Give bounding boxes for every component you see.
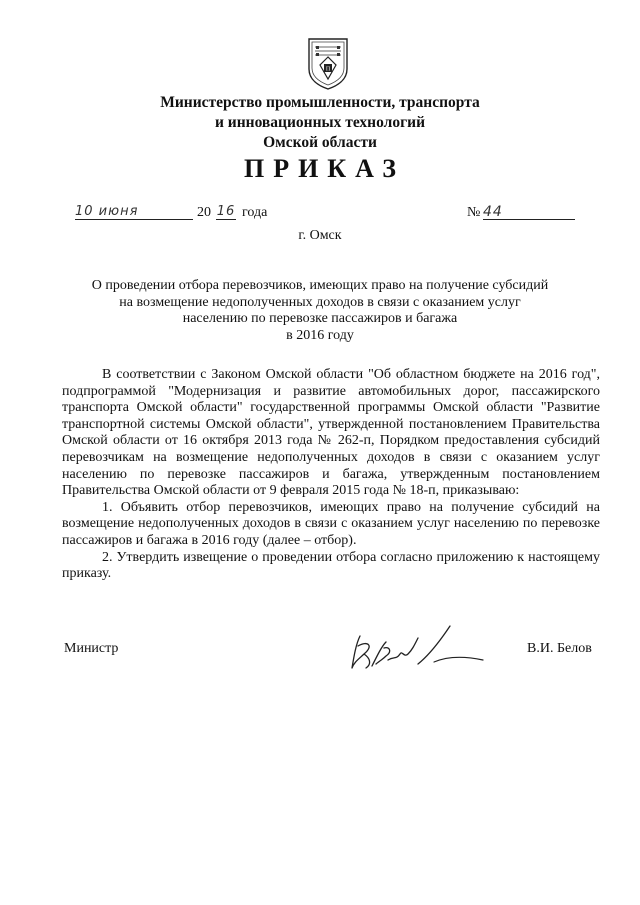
year-suffix-handwritten: 16 bbox=[216, 204, 236, 219]
order-subject bbox=[60, 278, 580, 344]
city-line: г. Омск bbox=[298, 228, 342, 243]
item-1-paragraph: 1. Объявить отбор перевозчиков, имеющих право на получение субсидий на возмещение недополученных доходов в связи с оказанием услуг населению по перевозке пассажиров и багажа в 2016 году (далее – отбор). bbox=[62, 499, 600, 548]
ministry-line-2: и инновационных технологий bbox=[214, 114, 426, 131]
ministry-line-3: Омской области bbox=[263, 134, 377, 151]
handwritten-signature bbox=[338, 616, 488, 676]
svg-text:П: П bbox=[325, 66, 331, 73]
order-number-handwritten: 44 bbox=[483, 205, 575, 220]
year-word: года bbox=[242, 205, 268, 220]
signatory-name: В.И. Белов bbox=[527, 641, 592, 656]
document-type-title: ПРИКАЗ bbox=[243, 154, 406, 183]
ministry-name bbox=[0, 93, 640, 153]
subject-line: населению по перевозке пассажиров и багажа bbox=[182, 311, 458, 326]
preamble-paragraph: В соответствии с Законом Омской области "Об областном бюджете на 2016 год", подпрограммой "Модернизация и развитие автомобильных дорог, пассажирского транспорта Омской области" государственной программы Омской области "Развитие транспортной системы Омской области", утвержденной постановлением Правительства Омской области от 16 октября 2013 года № 262-п, Порядком предоставления субсидий перевозчикам на возмещение недополученных доходов в связи с оказанием услуг населению по перевозке пассажиров и багажа, утвержденным постановлением Правительства Омской области от 9 февраля 2015 года № 18-п, приказываю: bbox=[62, 367, 600, 499]
coat-of-arms-icon bbox=[305, 35, 351, 91]
subject-line: в 2016 году bbox=[286, 327, 354, 343]
subject-line: О проведении отбора перевозчиков, имеющих право на получение субсидий bbox=[91, 278, 549, 293]
date-number-row bbox=[75, 205, 575, 227]
signatory-role: Министр bbox=[64, 641, 119, 656]
year-prefix: 20 bbox=[197, 205, 211, 220]
number-sign: № bbox=[467, 205, 481, 220]
order-body bbox=[62, 367, 600, 583]
subject-line: на возмещение недополученных доходов в связи с оказанием услуг bbox=[119, 294, 521, 310]
order-date-handwritten: 10 июня bbox=[75, 205, 193, 220]
item-2-paragraph: 2. Утвердить извещение о проведении отбора согласно приложению к настоящему приказу. bbox=[62, 549, 600, 582]
ministry-line-1: Министерство промышленности, транспорта bbox=[160, 94, 480, 111]
